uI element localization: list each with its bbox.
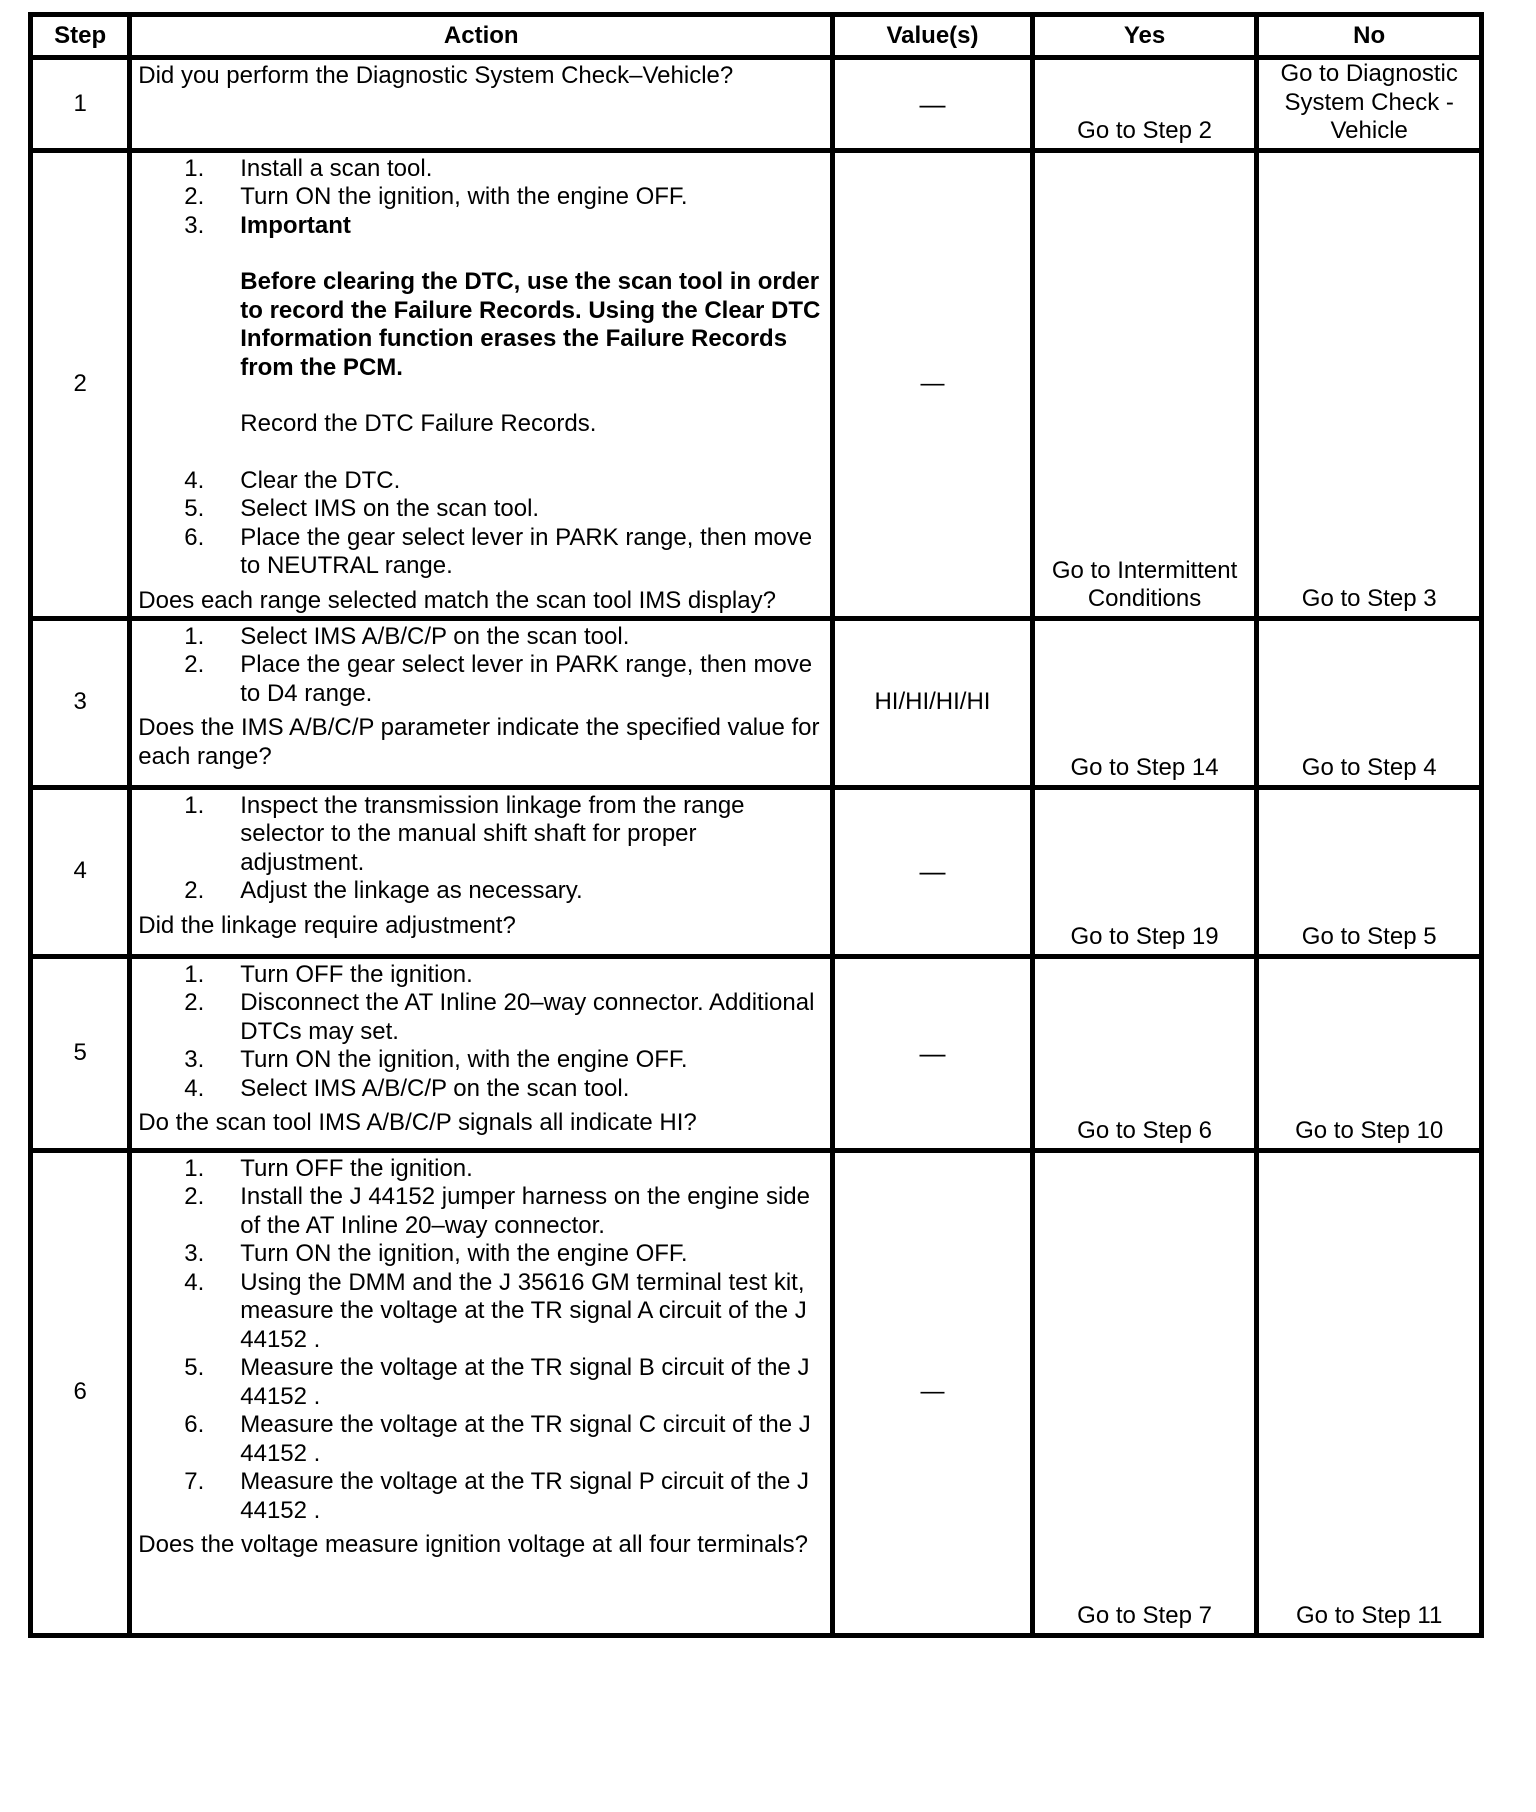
no-cell: Go to Step 3	[1257, 150, 1482, 618]
instruction-item: 7. Measure the voltage at the TR signal P circuit of the J 44152 .	[184, 1468, 810, 1524]
instruction-item: 2. Install the J 44152 jumper harness on the engine side of the AT Inline 20–way connector.	[184, 1183, 810, 1239]
instruction-item: 5. Measure the voltage at the TR signal B circuit of the J 44152 .	[184, 1354, 810, 1410]
yes-cell: Go to Step 14	[1032, 618, 1257, 787]
instruction-item: 4. Clear the DTC.	[184, 466, 401, 494]
table-row-step-3	[31, 618, 1482, 787]
instruction-item: 6. Place the gear select lever in PARK range, then move to NEUTRAL range.	[184, 523, 813, 579]
step-number: 1	[31, 58, 130, 151]
question-text: Does the IMS A/B/C/P parameter indicate the specified value for each range?	[138, 714, 820, 770]
instruction-item: 3. Turn ON the ignition, with the engine OFF.	[184, 1046, 688, 1073]
action-cell	[130, 150, 833, 618]
action-cell	[130, 58, 833, 151]
instruction-item: 1. Select IMS A/B/C/P on the scan tool.	[184, 622, 630, 650]
instruction-item: 1. Turn OFF the ignition.	[184, 960, 473, 988]
instruction-item: 1. Inspect the transmission linkage from the range selector to the manual shift shaft for proper adjustment.	[184, 791, 745, 876]
instruction-item: 5. Select IMS on the scan tool.	[184, 495, 540, 522]
table-row-step-4	[31, 787, 1482, 956]
yes-cell: Go to Step 7	[1032, 1150, 1257, 1635]
table-row-step-5	[31, 956, 1482, 1150]
question-text: Does each range selected match the scan tool IMS display?	[138, 586, 776, 614]
no-cell: Go to Diagnostic System Check - Vehicle	[1257, 58, 1482, 151]
step-number: 6	[31, 1150, 130, 1635]
value-cell: —	[833, 58, 1033, 151]
header-no: No	[1257, 15, 1482, 58]
value-cell: —	[833, 1150, 1033, 1635]
question-text: Did you perform the Diagnostic System Check–Vehicle?	[138, 62, 734, 89]
question-text: Did the linkage require adjustment?	[138, 911, 516, 939]
value-cell: —	[833, 150, 1033, 618]
step-number: 4	[31, 787, 130, 956]
instruction-item: 2. Adjust the linkage as necessary.	[184, 877, 583, 904]
no-cell: Go to Step 10	[1257, 956, 1482, 1150]
instruction-list	[138, 961, 822, 1104]
step-number: 5	[31, 956, 130, 1150]
instruction-item: 4. Select IMS A/B/C/P on the scan tool.	[184, 1074, 630, 1102]
table-row-step-6	[31, 1150, 1482, 1635]
instruction-item: 3. Turn ON the ignition, with the engine OFF.	[184, 1240, 688, 1267]
value-cell: —	[833, 956, 1033, 1150]
no-cell: Go to Step 4	[1257, 618, 1482, 787]
instruction-item: 1. Turn OFF the ignition.	[184, 1154, 473, 1182]
no-cell: Go to Step 11	[1257, 1150, 1482, 1635]
question-text: Do the scan tool IMS A/B/C/P signals all indicate HI?	[138, 1109, 697, 1136]
action-cell	[130, 618, 833, 787]
table-row-step-1	[31, 58, 1482, 151]
instruction-item: 4. Using the DMM and the J 35616 GM terminal test kit, measure the voltage at the TR signal A circuit of the J 44152 .	[184, 1268, 807, 1353]
question-text: Does the voltage measure ignition voltage at all four terminals?	[138, 1531, 808, 1558]
action-cell	[130, 1150, 833, 1635]
instruction-item: 2. Disconnect the AT Inline 20–way connector. Additional DTCs may set.	[184, 989, 815, 1045]
value-cell: —	[833, 787, 1033, 956]
instruction-list	[138, 155, 822, 241]
header-row	[31, 15, 1482, 58]
diagnostic-table	[28, 12, 1484, 1638]
action-cell	[130, 956, 833, 1150]
value-cell: HI/HI/HI/HI	[833, 618, 1033, 787]
table-row-step-2	[31, 150, 1482, 618]
instruction-list	[138, 792, 822, 906]
instruction-list	[138, 1155, 822, 1526]
no-cell: Go to Step 5	[1257, 787, 1482, 956]
instruction-item: 3. Important	[184, 211, 351, 239]
instruction-item: 2. Turn ON the ignition, with the engine OFF.	[184, 183, 688, 210]
step-number: 3	[31, 618, 130, 787]
yes-cell: Go to Step 2	[1032, 58, 1257, 151]
instruction-item: 1. Install a scan tool.	[184, 154, 433, 182]
yes-cell: Go to Step 6	[1032, 956, 1257, 1150]
instruction-item: 2. Place the gear select lever in PARK range, then move to D4 range.	[184, 651, 813, 707]
header-yes: Yes	[1032, 15, 1257, 58]
step-number: 2	[31, 150, 130, 618]
yes-cell: Go to Intermittent Conditions	[1032, 150, 1257, 618]
action-cell	[130, 787, 833, 956]
header-step: Step	[31, 15, 130, 58]
yes-cell: Go to Step 19	[1032, 787, 1257, 956]
instruction-list	[138, 623, 822, 709]
instruction-item: 6. Measure the voltage at the TR signal C circuit of the J 44152 .	[184, 1411, 811, 1467]
header-values: Value(s)	[833, 15, 1033, 58]
important-action: Record the DTC Failure Records.	[240, 410, 597, 437]
instruction-list	[138, 467, 822, 581]
important-note: Before clearing the DTC, use the scan tool in order to record the Failure Records. Using the Clear DTC Information function erases the Failure Records from the PCM.	[240, 268, 821, 381]
header-action: Action	[130, 15, 833, 58]
